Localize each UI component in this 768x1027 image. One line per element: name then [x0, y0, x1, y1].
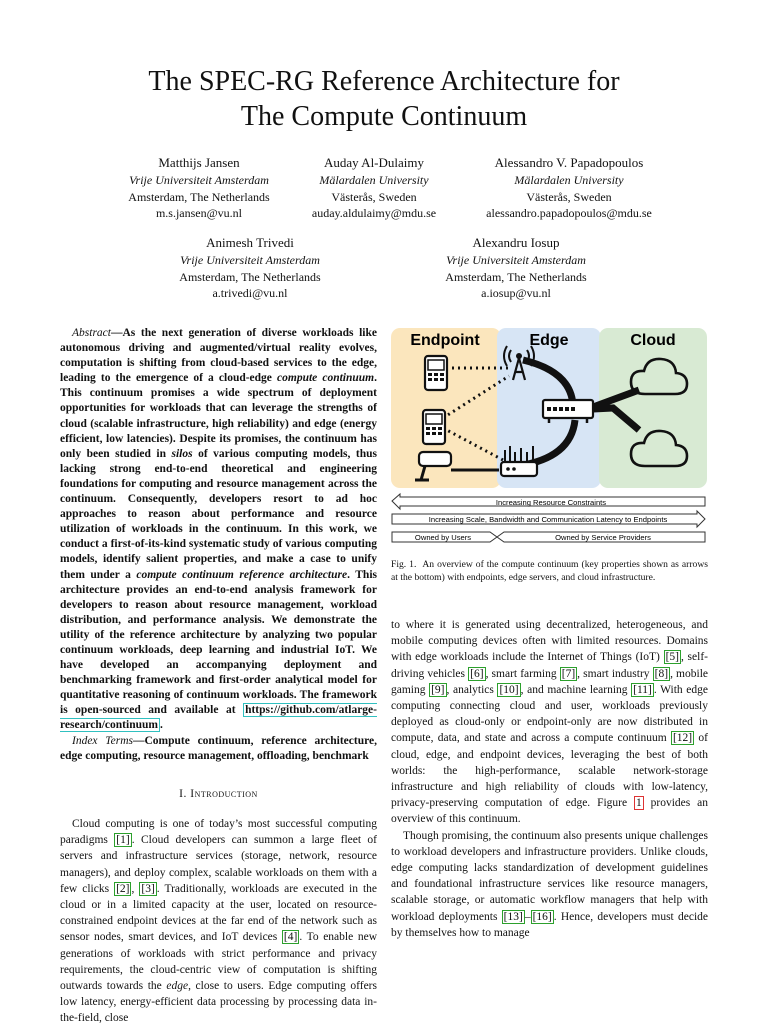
citation-link[interactable]: [2] — [116, 882, 130, 895]
title-line-2: The Compute Continuum — [240, 101, 528, 132]
title-line-1: The SPEC-RG Reference Architecture for — [148, 66, 620, 97]
author-email: m.s.jansen@vu.nl — [155, 206, 243, 220]
author-location: Amsterdam, The Netherlands — [128, 189, 270, 204]
abstract-text: . This architecture provides an end-to-end analysis framework for developers to reason about resource management, workload distribution, and performance analysis. We demonstrate the utility of the reference architecture by analyzing two popular continuum workloads, deep learning and industrial IoT. We have developed an accompanying deployment and benchmarking framework and first-order analytical model for quantitative reasoning of continuum workloads. The framework is open-sourced and available at — [60, 568, 377, 717]
index-terms — [60, 734, 377, 764]
section-number: I. — [179, 787, 187, 800]
provider-ownership-arrow — [497, 532, 705, 542]
author-block — [269, 154, 479, 222]
intro-paragraph — [391, 617, 708, 828]
paper-title — [0, 64, 768, 134]
body-text: . Cloud developers can summon a large fleet of servers and infrastructure services (storage, network, resource managers), and deploy complex, scalable workloads on them with a few clicks — [60, 834, 378, 895]
figure-link[interactable]: 1 — [636, 797, 642, 810]
author-location: Amsterdam, The Netherlands — [179, 269, 321, 284]
user-ownership-arrow — [392, 532, 497, 542]
author-name: Alexandru Iosup — [472, 235, 560, 250]
author-affiliation: Mälardalen University — [319, 173, 429, 187]
body-text: , smart industry — [577, 667, 653, 680]
abstract-emphasis: compute continuum reference architecture — [136, 568, 348, 581]
emphasis-text: edge — [166, 979, 189, 992]
citation-link[interactable]: [12] — [672, 732, 693, 745]
body-text: Though promising, the continuum also presents unique challenges to workload developers and infrastructure providers. Unlike clouds, edge computing lacks standardization of development guidelines and foundational infrastructure services like resource managers, scalable storage, or automatic workflow managers that help with workload deployments — [391, 829, 708, 923]
citation-link[interactable]: [8] — [654, 667, 669, 680]
scale-label: Increasing Scale, Bandwidth and Communication Latency to Endpoints — [428, 515, 668, 524]
body-text: , smart farming — [485, 667, 560, 680]
author-affiliation: Vrije Universiteit Amsterdam — [129, 173, 269, 187]
body-text: . To enable new generations of workloads with strict performance and privacy requirements, the cloud-centric view of computation is shifting outwards towards the — [60, 931, 378, 992]
abstract — [60, 326, 377, 734]
abstract-text: . This continuum promises a wide spectrum of deployment opportunities for workloads that can leverage the strengths of cloud (scalable infrastructure, high reliability) and edge (energy efficient, low latencies). Despite its promises, the continuum has only been studied in — [60, 372, 377, 460]
section-title: Introduction — [190, 787, 258, 800]
provider-ownership-label: Owned by Service Providers — [555, 533, 651, 542]
intro-paragraph — [391, 828, 708, 941]
body-text: . Hence, developers must decide by themselves how to manage — [391, 910, 708, 939]
citation-link[interactable]: [6] — [470, 667, 484, 680]
citation-link[interactable]: [16] — [532, 910, 552, 923]
author-affiliation: Vrije Universiteit Amsterdam — [180, 253, 320, 267]
author-name: Alessandro V. Papadopoulos — [494, 155, 644, 170]
resource-constraints-label: Increasing Resource Constraints — [495, 498, 607, 507]
author-email: alessandro.papadopoulos@mdu.se — [486, 206, 652, 220]
author-block — [411, 234, 621, 302]
citation-link[interactable]: [10] — [499, 683, 519, 696]
author-name: Animesh Trivedi — [206, 235, 294, 250]
body-text: , — [131, 882, 140, 895]
citation-link[interactable]: [7] — [561, 667, 576, 680]
author-email: auday.aldulaimy@mdu.se — [311, 206, 437, 220]
abstract-emphasis: silos — [171, 447, 193, 460]
citation-link[interactable]: [11] — [633, 683, 652, 696]
caption-text: An overview of the compute continuum (key properties shown as arrows at the bottom) with endpoints, edge servers, and cloud infrastructure. — [391, 559, 709, 583]
body-text: , self-driving vehicles — [391, 651, 708, 680]
resource-constraints-arrow — [392, 494, 705, 509]
author-block — [145, 234, 355, 302]
author-email: a.iosup@vu.nl — [481, 286, 551, 300]
edge-label: Edge — [529, 332, 569, 349]
citation-link[interactable]: [13] — [503, 910, 523, 923]
cloud-label: Cloud — [630, 332, 676, 349]
body-text: provides an overview of this continuum. — [391, 797, 708, 826]
right-column — [391, 617, 708, 941]
body-text: Cloud computing is one of today’s most successful computing paradigms — [60, 817, 377, 847]
abstract-text: of various computing models, thus lacking strong end-to-end theoretical and engineering foundations for computing and resource management across the continuum. Consequently, developers resort to ad hoc approaches to reason about performance and resource utilization of workloads in the continuum. In this work, we conduct a first-of-its-kind systematic study of various computing models, identify salient properties, and make a case to unify them under a — [60, 447, 377, 581]
author-email: a.trivedi@vu.nl — [212, 286, 288, 300]
figure-caption — [391, 559, 708, 584]
body-text: of cloud, edge, and endpoint devices, leveraging the best of both worlds: the high-performance, scalable network-storage infrastructure and high reliability of clouds with low-latency, privacy-preserving computation of edge. Figure — [391, 732, 708, 810]
citation-link[interactable]: [5] — [665, 651, 679, 664]
repository-link[interactable]: https://github.com/atlarge-research/continuum — [60, 704, 377, 732]
author-name: Auday Al-Dulaimy — [323, 155, 424, 170]
author-location: Amsterdam, The Netherlands — [445, 269, 587, 284]
author-location: Västerås, Sweden — [331, 189, 417, 204]
body-text: , analytics — [446, 683, 498, 696]
author-name: Matthijs Jansen — [158, 155, 240, 170]
author-affiliation: Vrije Universiteit Amsterdam — [446, 253, 586, 267]
left-column — [60, 326, 377, 1027]
body-text: , mobile gaming — [391, 667, 708, 696]
index-terms-label: Index Terms — [72, 734, 133, 747]
phone-icon — [423, 410, 445, 444]
caption-label: Fig. 1. — [391, 559, 417, 570]
figure-1 — [391, 328, 711, 546]
endpoint-label: Endpoint — [410, 332, 480, 349]
section-heading — [60, 786, 377, 802]
body-text: . With edge computing connecting cloud and user, workloads previously deployed as cloud-only or endpoint-only are now distributed in compute, data, and state and across a compute continuum — [391, 683, 708, 745]
continuum-diagram — [391, 328, 711, 546]
abstract-text: . — [159, 719, 163, 732]
abstract-label: Abstract — [72, 327, 111, 339]
intro-paragraph — [60, 816, 377, 1027]
citation-link[interactable]: [3] — [141, 882, 155, 895]
body-text: to where it is generated using decentralized, heterogeneous, and mobile computing devices often with limited resources. Domains with edge workloads include the Internet of Things (IoT) — [391, 619, 708, 664]
author-location: Västerås, Sweden — [526, 189, 612, 204]
citation-link[interactable]: [4] — [283, 931, 298, 944]
author-block — [454, 154, 684, 222]
body-text: , and machine learning — [520, 683, 632, 696]
abstract-emphasis: compute continuum — [277, 372, 375, 385]
body-text: . Traditionally, workloads are executed in the cloud or in a limited capacity at the user, located on resource-constrained endpoint devices at the far end of the network such as sensor nodes, smart devices, and IoT devices — [60, 882, 377, 944]
citation-link[interactable]: [9] — [431, 683, 445, 696]
body-text: – — [524, 910, 531, 923]
user-ownership-label: Owned by Users — [414, 533, 472, 542]
body-text: , close to users. Edge computing offers low latency, energy-efficient data processing by processing data in-the-field, close — [60, 979, 377, 1025]
abstract-text: —As the next generation of diverse workloads like autonomous driving and augmented/virtual reality evolves, computation is shifting from cloud-based services to the edge, leading to the emergence of a cloud-edge — [60, 327, 377, 385]
author-affiliation: Mälardalen University — [514, 173, 624, 187]
index-terms-text: —Compute continuum, reference architecture, edge computing, resource management, offloading, benchmark — [60, 734, 377, 762]
citation-link[interactable]: [1] — [116, 834, 130, 847]
scale-arrow — [392, 511, 705, 527]
phone-icon — [425, 356, 447, 390]
